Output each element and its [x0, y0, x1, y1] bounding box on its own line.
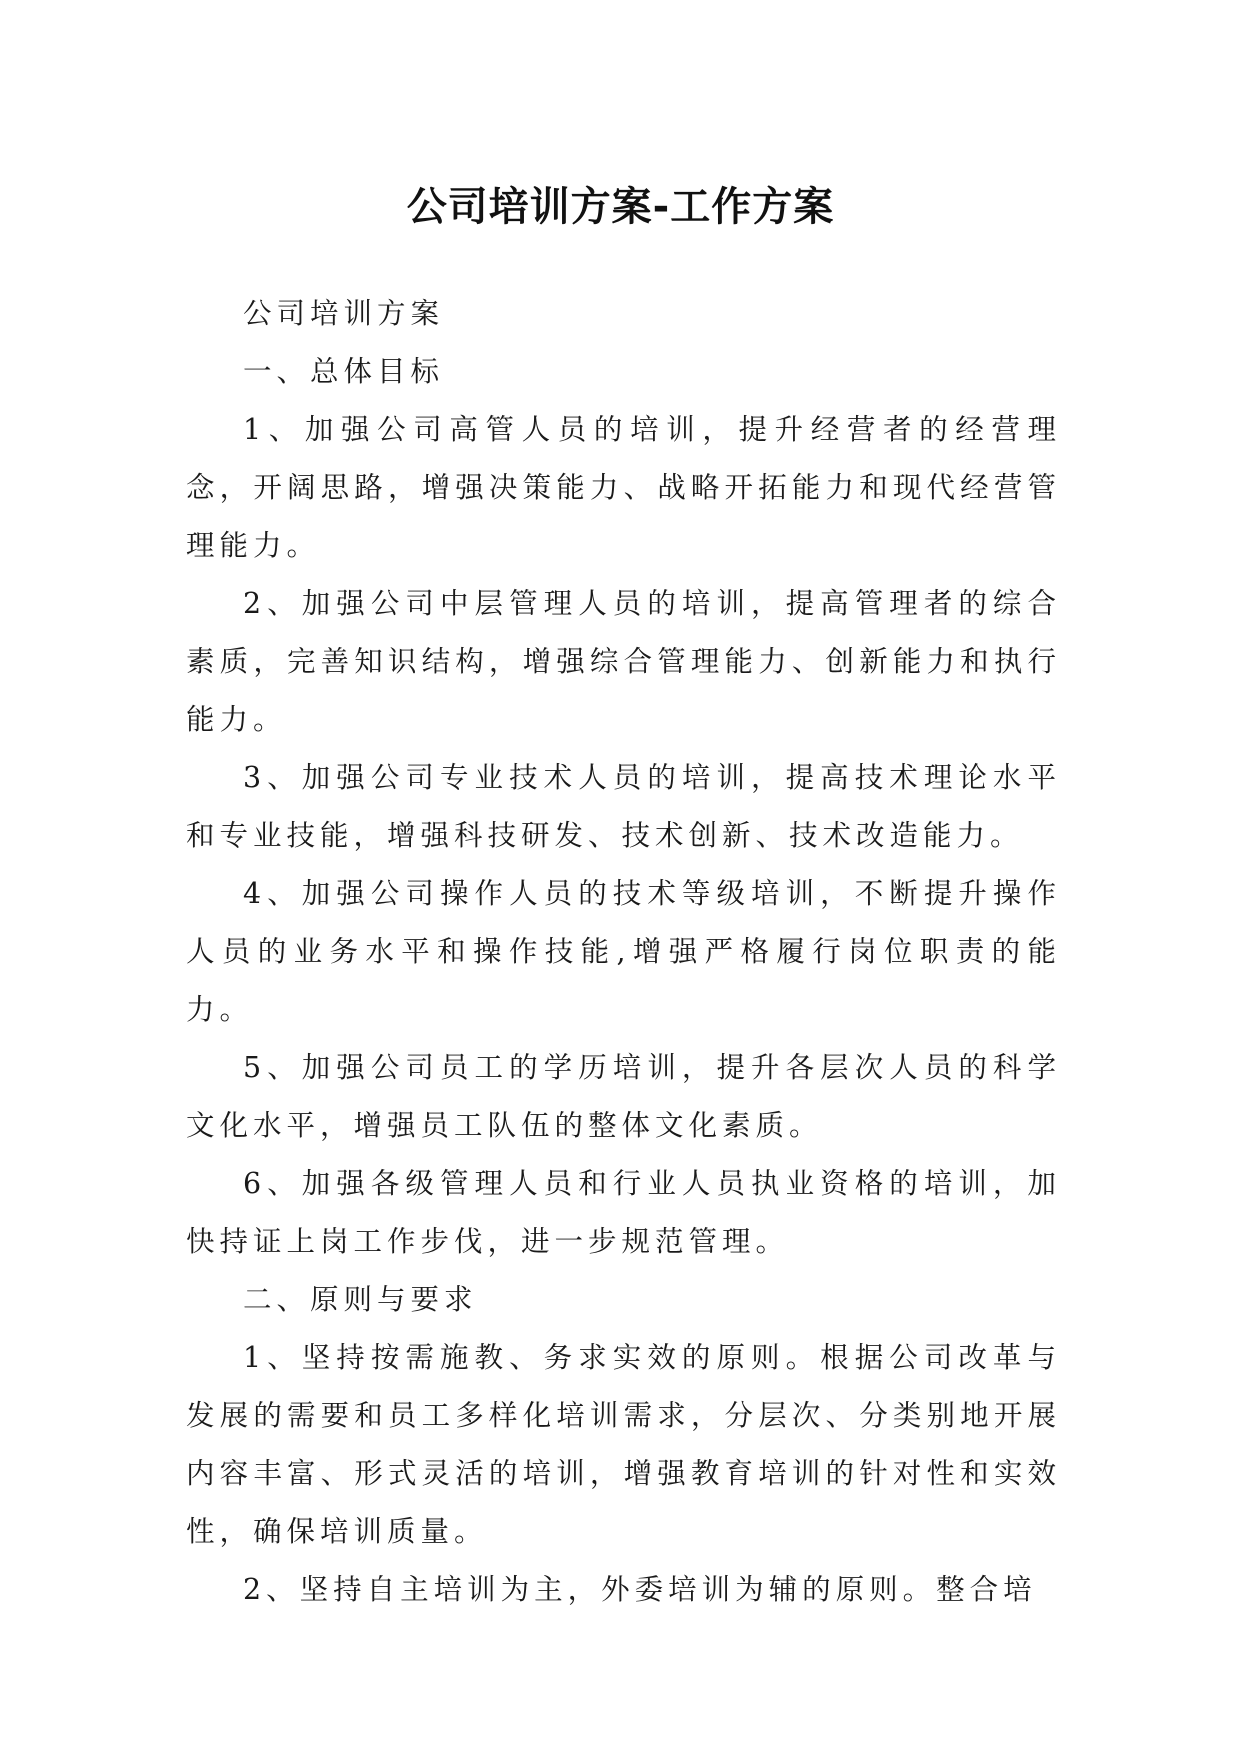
paragraph: 4、加强公司操作人员的技术等级培训，不断提升操作人员的业务水平和操作技能,增强严格履行岗位职责的能力。 [186, 877, 1061, 1026]
document-title: 公司培训方案-工作方案 [406, 183, 835, 230]
paragraph: 2、加强公司中层管理人员的培训，提高管理者的综合素质，完善知识结构，增强综合管理能力、创新能力和执行能力。 [186, 587, 1061, 736]
paragraph: 3、加强公司专业技术人员的培训，提高技术理论水平和专业技能，增强科技研发、技术创新、技术改造能力。 [186, 761, 1061, 852]
paragraph: 6、加强各级管理人员和行业人员执业资格的培训，加快持证上岗工作步伐，进一步规范管理。 [186, 1167, 1061, 1258]
section-heading: 一、总体目标 [243, 355, 445, 388]
paragraph: 1、加强公司高管人员的培训，提升经营者的经营理念，开阔思路，增强决策能力、战略开拓能力和现代经营管理能力。 [186, 413, 1061, 562]
paragraph: 1、坚持按需施教、务求实效的原则。根据公司改革与发展的需要和员工多样化培训需求，分层次、分类别地开展内容丰富、形式灵活的培训，增强教育培训的针对性和实效性，确保培训质量。 [186, 1341, 1061, 1548]
document-body [186, 285, 1061, 1619]
section-label: 公司培训方案 [243, 297, 445, 330]
paragraph: 5、加强公司员工的学历培训，提升各层次人员的科学文化水平，增强员工队伍的整体文化素质。 [186, 1051, 1061, 1142]
paragraph: 2、坚持自主培训为主，外委培训为辅的原则。整合培 [243, 1573, 1037, 1606]
section-heading: 二、原则与要求 [243, 1283, 478, 1316]
